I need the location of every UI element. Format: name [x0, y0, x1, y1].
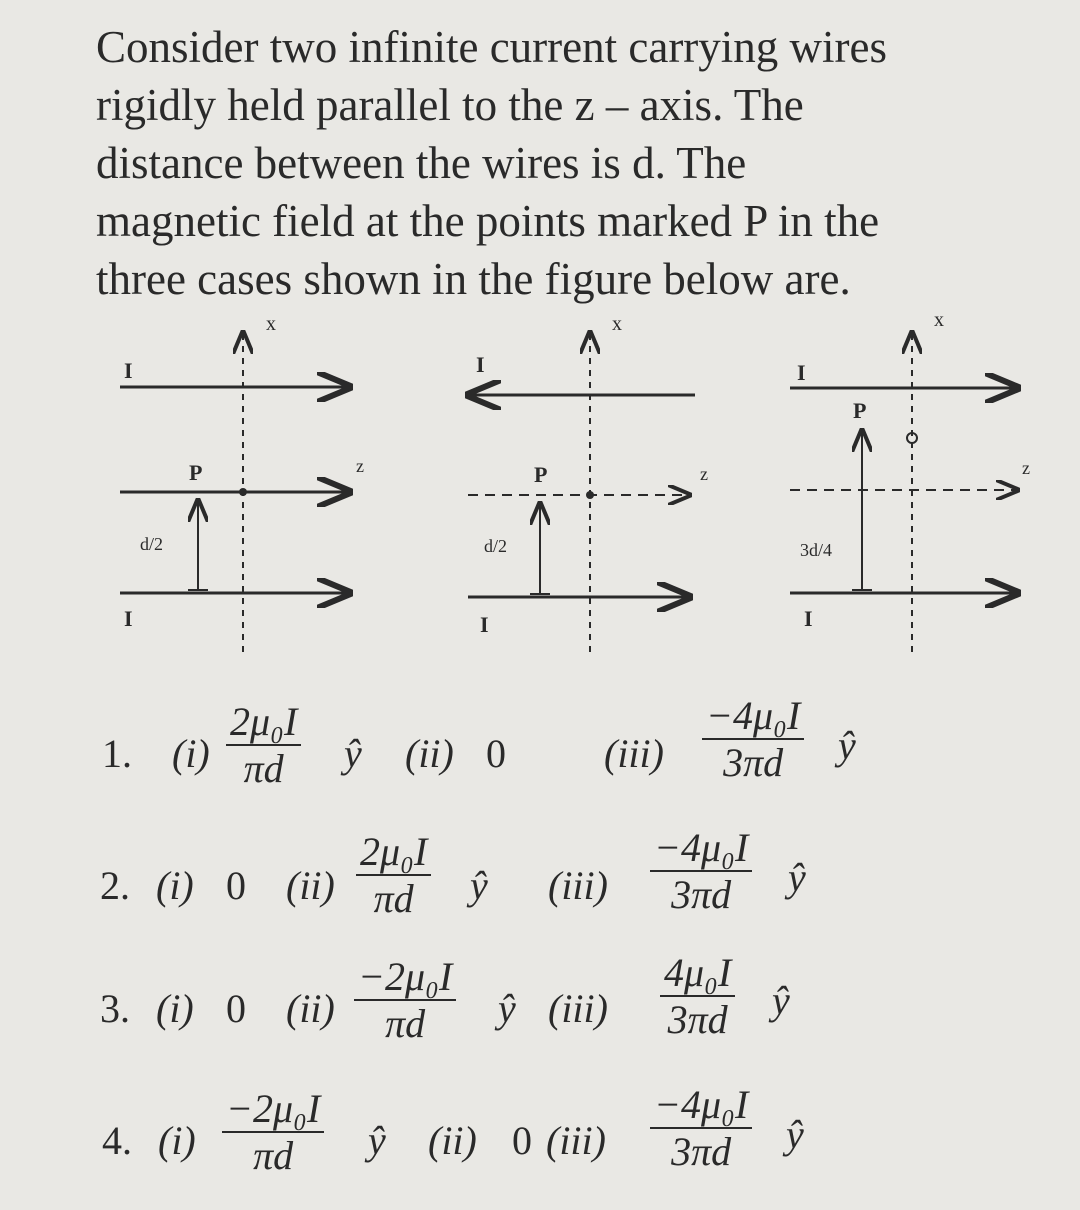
bottom-current-label: I: [804, 606, 813, 631]
part-value: 0: [226, 863, 246, 908]
denominator: πd: [373, 876, 414, 921]
numerator: −4μ₀I: [650, 1083, 752, 1129]
denominator: 3πd: [671, 1129, 732, 1174]
point-label: P: [189, 460, 203, 485]
top-current-label: I: [476, 352, 485, 377]
numerator: 2μ₀I: [226, 700, 301, 746]
numerator: −2μ₀I: [354, 955, 456, 1001]
question-line: magnetic field at the points marked P in the: [96, 196, 880, 246]
point-dot: [239, 488, 247, 496]
unit-vector: ŷ: [786, 1112, 804, 1157]
part-label: (iii): [548, 986, 608, 1031]
fraction: [226, 700, 301, 792]
fraction: [222, 1087, 324, 1179]
part-label: (ii): [405, 731, 454, 776]
part-label: (i): [158, 1118, 196, 1163]
unit-vector: ŷ: [368, 1118, 386, 1163]
top-current-label: I: [797, 360, 806, 385]
denominator: 3πd: [723, 740, 784, 785]
wire-figure: [0, 300, 1080, 660]
numerator: −4μ₀I: [650, 826, 752, 872]
distance-label: d/2: [484, 536, 508, 556]
part-label: (ii): [286, 986, 335, 1031]
point-dot: [586, 491, 594, 499]
fraction: [660, 951, 735, 1043]
panel-3: [790, 309, 1030, 652]
distance-label: 3d/4: [800, 540, 833, 560]
unit-vector: ŷ: [498, 986, 516, 1031]
numerator: 2μ₀I: [356, 830, 431, 876]
option-number: 3.: [100, 986, 130, 1031]
part-value: 0: [486, 731, 506, 776]
denominator: 3πd: [671, 872, 732, 917]
part-label: (i): [172, 731, 210, 776]
part-label: (ii): [428, 1118, 477, 1163]
unit-vector: ŷ: [344, 731, 362, 776]
distance-label: d/2: [140, 534, 164, 554]
bottom-current-label: I: [124, 606, 133, 631]
z-axis-label: z: [1022, 458, 1030, 478]
unit-vector: ŷ: [470, 863, 488, 908]
fraction: [650, 826, 752, 918]
z-axis-label: z: [700, 464, 708, 484]
question-line: Consider two infinite current carrying wires: [96, 22, 888, 72]
part-label: (i): [156, 863, 194, 908]
denominator: πd: [253, 1133, 294, 1178]
option-2[interactable]: [0, 820, 1080, 940]
option-number: 4.: [102, 1118, 132, 1163]
panel-2: [468, 313, 708, 652]
fraction: [356, 830, 431, 922]
denominator: 3πd: [667, 997, 728, 1042]
denominator: πd: [243, 746, 284, 791]
question-text: [96, 18, 1026, 308]
numerator: −4μ₀I: [702, 694, 804, 740]
option-number: 1.: [102, 731, 132, 776]
x-axis-label: x: [934, 309, 944, 331]
denominator: πd: [385, 1001, 426, 1046]
option-number: 2.: [100, 863, 130, 908]
unit-vector: ŷ: [788, 855, 806, 900]
part-value: 0: [512, 1118, 532, 1163]
part-label: (i): [156, 986, 194, 1031]
top-current-label: I: [124, 358, 133, 383]
part-value: 0: [226, 986, 246, 1031]
numerator: 4μ₀I: [660, 951, 735, 997]
z-axis-label: z: [356, 456, 364, 476]
unit-vector: ŷ: [772, 978, 790, 1023]
part-label: (iii): [604, 731, 664, 776]
fraction: [702, 694, 804, 786]
panel-1: [120, 313, 364, 652]
numerator: −2μ₀I: [222, 1087, 324, 1133]
question-line: distance between the wires is d. The: [96, 138, 747, 188]
option-1[interactable]: [0, 690, 1080, 810]
unit-vector: ŷ: [838, 723, 856, 768]
fraction: [650, 1083, 752, 1175]
part-label: (iii): [546, 1118, 606, 1163]
part-label: (ii): [286, 863, 335, 908]
point-label: P: [853, 398, 867, 423]
fraction: [354, 955, 456, 1047]
point-label: P: [534, 462, 548, 487]
x-axis-label: x: [612, 313, 622, 335]
option-3[interactable]: [0, 945, 1080, 1065]
x-axis-label: x: [266, 313, 276, 335]
question-line: rigidly held parallel to the z – axis. The: [96, 80, 804, 130]
part-label: (iii): [548, 863, 608, 908]
option-4[interactable]: [0, 1075, 1080, 1195]
question-line: three cases shown in the figure below are.: [96, 254, 851, 304]
bottom-current-label: I: [480, 612, 489, 637]
